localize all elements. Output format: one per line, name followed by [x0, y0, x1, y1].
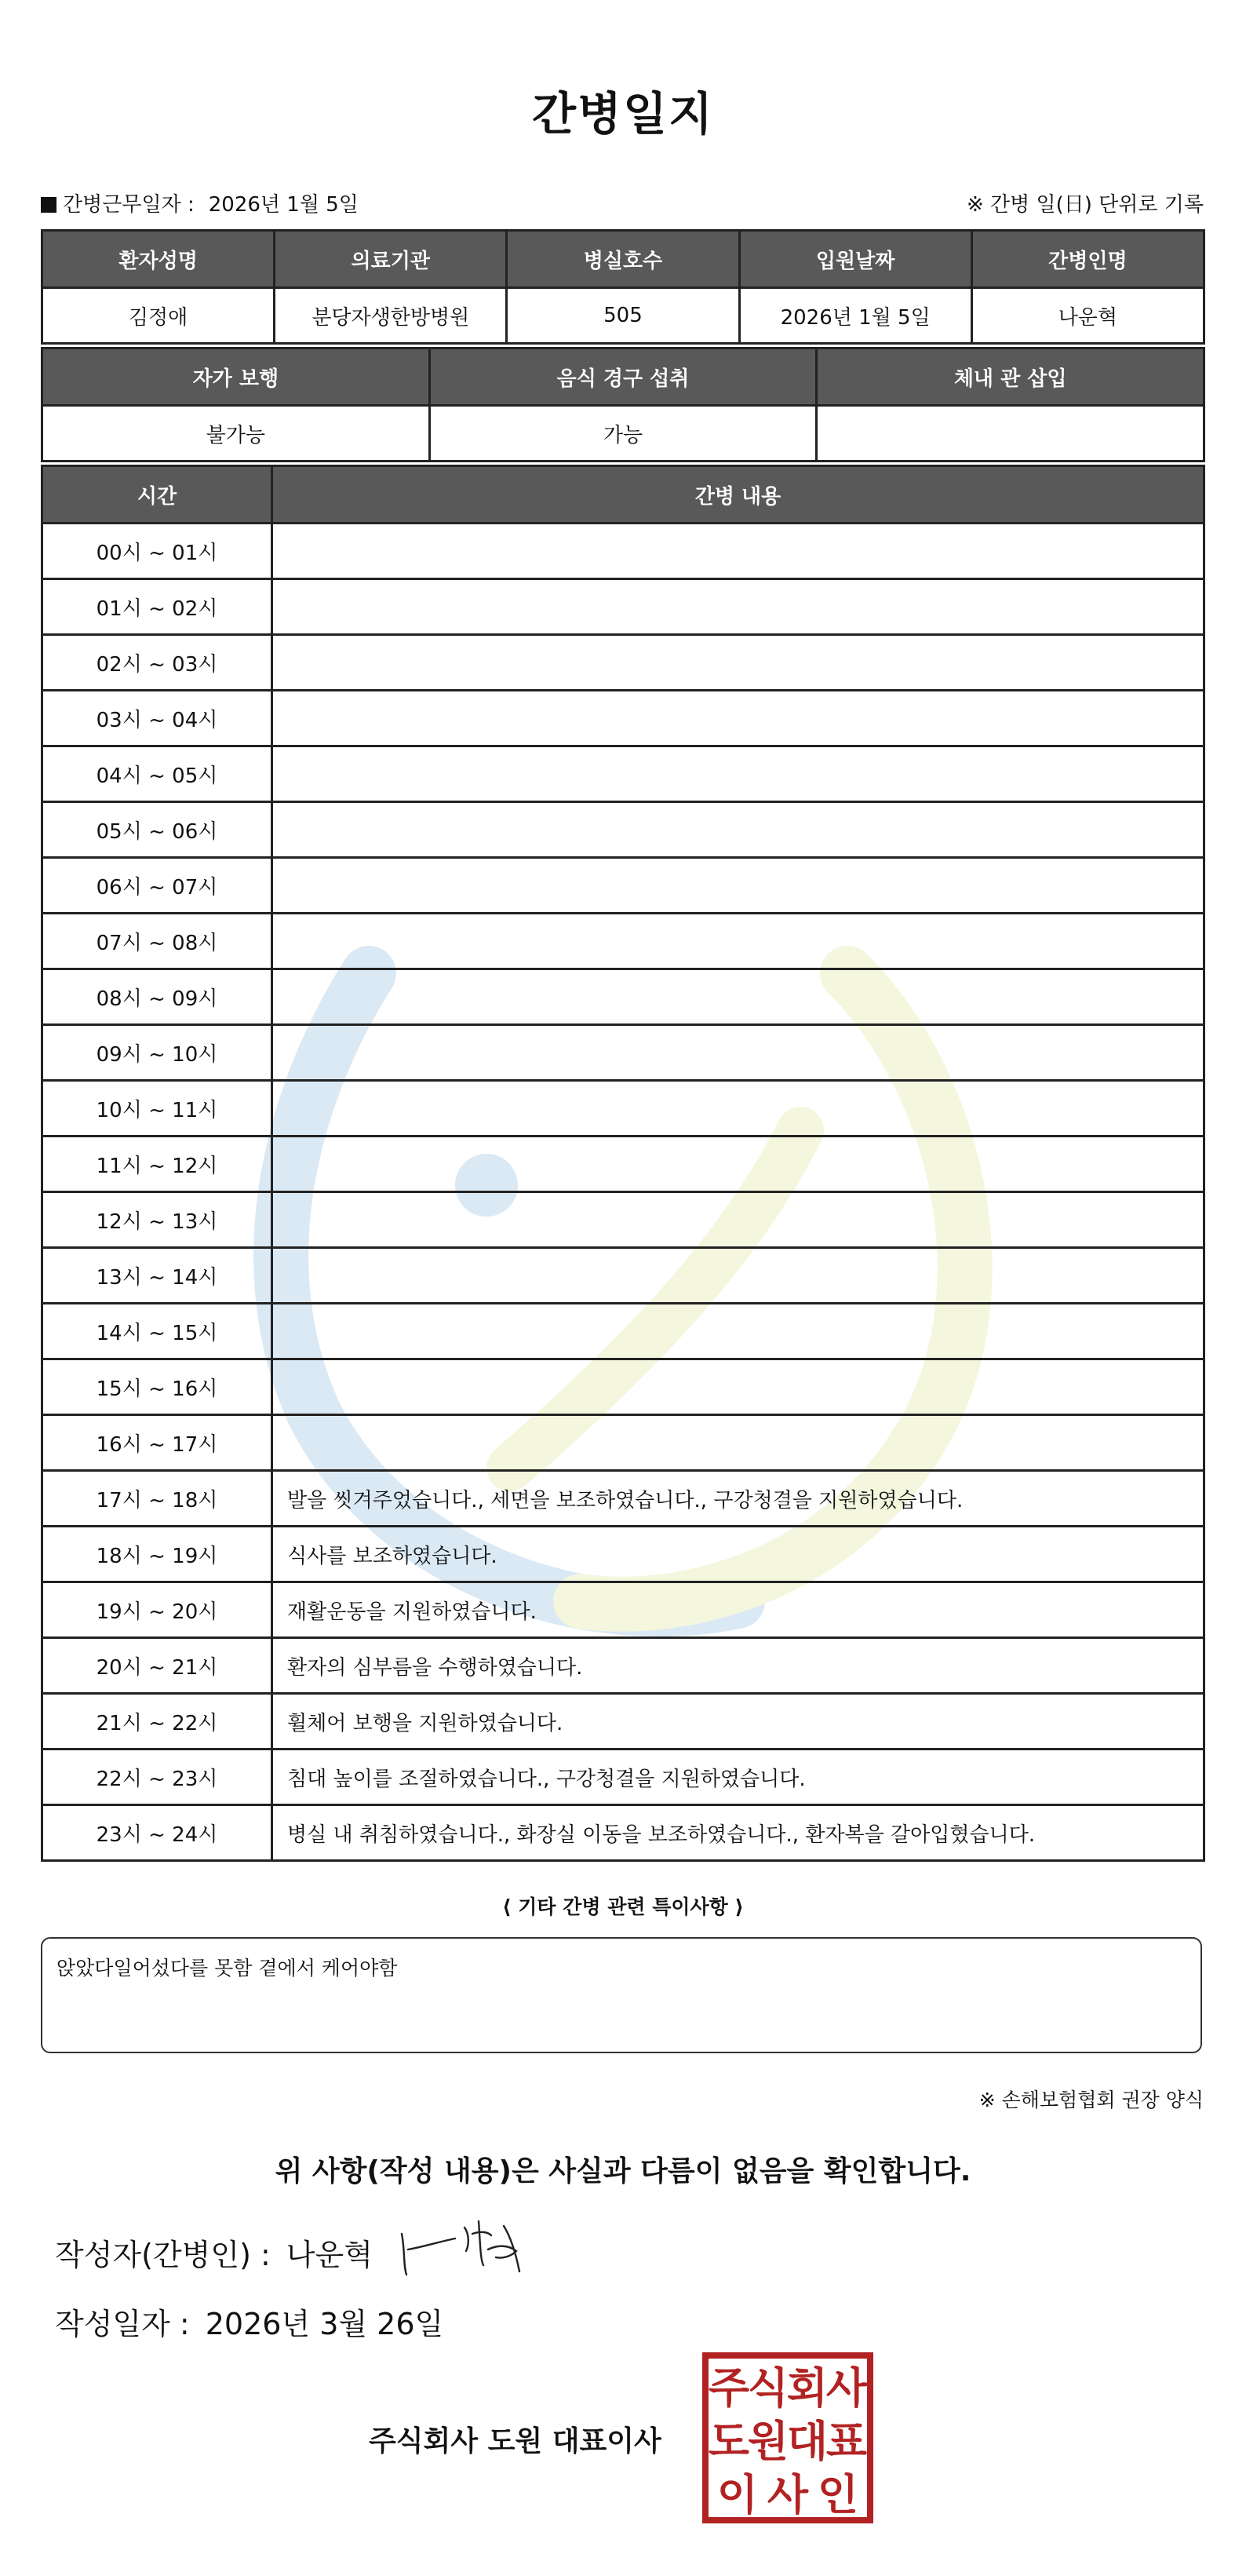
table-row [42, 914, 1204, 969]
time-slot: 17시 ~ 18시 [42, 1471, 272, 1527]
care-content [272, 1304, 1204, 1359]
care-content [272, 691, 1204, 746]
table-row [42, 691, 1204, 746]
care-content: 식사를 보조하였습니다. [272, 1527, 1204, 1582]
writer-line [55, 2231, 373, 2274]
table-row [42, 969, 1204, 1025]
patient-status-table [41, 347, 1205, 462]
table-row [42, 579, 1204, 635]
header-patient-name: 환자성명 [42, 231, 275, 288]
time-slot: 00시 ~ 01시 [42, 524, 272, 579]
care-content [272, 1359, 1204, 1415]
table-row [42, 1805, 1204, 1861]
care-content [272, 635, 1204, 691]
care-content [272, 524, 1204, 579]
admission-date: 2026년 1월 5일 [739, 288, 971, 344]
seal-character: 인 [817, 2470, 859, 2519]
writer-name: 나운혁 [286, 2238, 373, 2272]
time-slot: 22시 ~ 23시 [42, 1750, 272, 1805]
care-content [272, 858, 1204, 914]
table-row [42, 1025, 1204, 1081]
written-date-label: 작성일자 : [55, 2307, 190, 2341]
table-row [42, 1750, 1204, 1805]
time-slot: 20시 ~ 21시 [42, 1638, 272, 1694]
table-row [42, 1582, 1204, 1638]
time-slot: 08시 ~ 09시 [42, 969, 272, 1025]
table-row [42, 1359, 1204, 1415]
time-slot: 16시 ~ 17시 [42, 1415, 272, 1471]
header-admission-date: 입원날짜 [739, 231, 971, 288]
seal-character: 사 [825, 2363, 868, 2413]
written-date-line [55, 2300, 443, 2343]
care-content: 병실 내 취침하였습니다., 화장실 이동을 보조하였습니다., 환자복을 갈아입혔습니다. [272, 1805, 1204, 1861]
walking-value: 불가능 [42, 406, 430, 462]
recommend-note: ※ 손해보험협회 권장 양식 [978, 2089, 1204, 2111]
confirm-statement: 위 사항(작성 내용)은 사실과 다름이 없음을 확인합니다. [275, 2155, 971, 2187]
notes-text: 앉았다일어섰다를 못함 곁에서 케어야함 [56, 1957, 398, 1979]
care-log-table [41, 465, 1205, 1862]
time-slot: 04시 ~ 05시 [42, 746, 272, 802]
time-slot: 15시 ~ 16시 [42, 1359, 272, 1415]
header-time: 시간 [42, 466, 272, 524]
header-caregiver: 간병인명 [971, 231, 1204, 288]
seal-character: 사 [767, 2470, 809, 2519]
company-representative: 주식회사 도원 대표이사 [369, 2425, 661, 2457]
square-bullet-icon [41, 197, 56, 213]
tube-value [817, 406, 1204, 462]
seal-character: 대 [786, 2417, 829, 2466]
time-slot: 09시 ~ 10시 [42, 1025, 272, 1081]
time-slot: 23시 ~ 24시 [42, 1805, 272, 1861]
time-slot: 12시 ~ 13시 [42, 1192, 272, 1248]
time-slot: 07시 ~ 08시 [42, 914, 272, 969]
care-content [272, 1415, 1204, 1471]
oral-intake-value: 가능 [429, 406, 817, 462]
time-slot: 03시 ~ 04시 [42, 691, 272, 746]
care-content [272, 579, 1204, 635]
header-hospital: 의료기관 [275, 231, 507, 288]
seal-character: 식 [747, 2363, 789, 2413]
writer-label: 작성자(간병인) : [55, 2238, 271, 2272]
table-row [42, 1192, 1204, 1248]
time-slot: 13시 ~ 14시 [42, 1248, 272, 1304]
work-date-label: 간병근무일자 : [63, 193, 195, 217]
time-slot: 05시 ~ 06시 [42, 802, 272, 858]
header-oral-intake: 음식 경구 섭취 [429, 348, 817, 406]
seal-character: 이 [716, 2470, 759, 2519]
time-slot: 21시 ~ 22시 [42, 1694, 272, 1750]
care-content [272, 1248, 1204, 1304]
seal-character: 주 [708, 2363, 750, 2413]
company-seal [701, 2351, 875, 2525]
header-tube: 체내 관 삽입 [817, 348, 1204, 406]
seal-character: 도 [708, 2417, 750, 2466]
seal-character: 원 [747, 2417, 789, 2466]
table-row [42, 1638, 1204, 1694]
caregiver-name: 나운혁 [971, 288, 1204, 344]
time-slot: 14시 ~ 15시 [42, 1304, 272, 1359]
care-content: 침대 높이를 조절하였습니다., 구강청결을 지원하였습니다. [272, 1750, 1204, 1805]
table-row [42, 1081, 1204, 1137]
care-content: 재활운동을 지원하였습니다. [272, 1582, 1204, 1638]
work-date [41, 188, 359, 217]
care-content [272, 746, 1204, 802]
notes-title: ⟨ 기타 간병 관련 특이사항 ⟩ [502, 1896, 744, 1918]
care-content: 발을 씻겨주었습니다., 세면을 보조하였습니다., 구강청결을 지원하였습니다. [272, 1471, 1204, 1527]
patient-info-table [41, 229, 1205, 345]
header-room: 병실호수 [507, 231, 739, 288]
written-date-value: 2026년 3월 26일 [205, 2307, 444, 2341]
seal-character: 회 [786, 2363, 829, 2413]
time-slot: 01시 ~ 02시 [42, 579, 272, 635]
page-title: 간병일지 [531, 87, 715, 140]
care-content [272, 1025, 1204, 1081]
care-content [272, 1192, 1204, 1248]
header-care-content: 간병 내용 [272, 466, 1204, 524]
care-content [272, 1081, 1204, 1137]
table-row [42, 802, 1204, 858]
time-slot: 19시 ~ 20시 [42, 1582, 272, 1638]
care-content [272, 1137, 1204, 1192]
table-row [42, 635, 1204, 691]
seal-character: 표 [825, 2417, 868, 2466]
work-date-value: 2026년 1월 5일 [208, 193, 359, 217]
care-content: 환자의 심부름을 수행하였습니다. [272, 1638, 1204, 1694]
table-row [42, 1694, 1204, 1750]
table-row [42, 1471, 1204, 1527]
header-walking: 자가 보행 [42, 348, 430, 406]
notes-box [41, 1937, 1202, 2053]
time-slot: 02시 ~ 03시 [42, 635, 272, 691]
table-row [42, 1137, 1204, 1192]
record-note: ※ 간병 일(日) 단위로 기록 [966, 193, 1204, 217]
care-content: 휠체어 보행을 지원하였습니다. [272, 1694, 1204, 1750]
room-number: 505 [507, 288, 739, 344]
table-row [42, 524, 1204, 579]
table-row [42, 746, 1204, 802]
hospital-name: 분당자생한방병원 [275, 288, 507, 344]
table-row [42, 1527, 1204, 1582]
handwritten-signature [394, 2210, 527, 2281]
time-slot: 18시 ~ 19시 [42, 1527, 272, 1582]
table-row [42, 1248, 1204, 1304]
time-slot: 06시 ~ 07시 [42, 858, 272, 914]
time-slot: 11시 ~ 12시 [42, 1137, 272, 1192]
patient-name: 김정애 [42, 288, 275, 344]
care-content [272, 914, 1204, 969]
table-row [42, 858, 1204, 914]
table-row [42, 1304, 1204, 1359]
care-content [272, 802, 1204, 858]
care-content [272, 969, 1204, 1025]
time-slot: 10시 ~ 11시 [42, 1081, 272, 1137]
table-row [42, 1415, 1204, 1471]
